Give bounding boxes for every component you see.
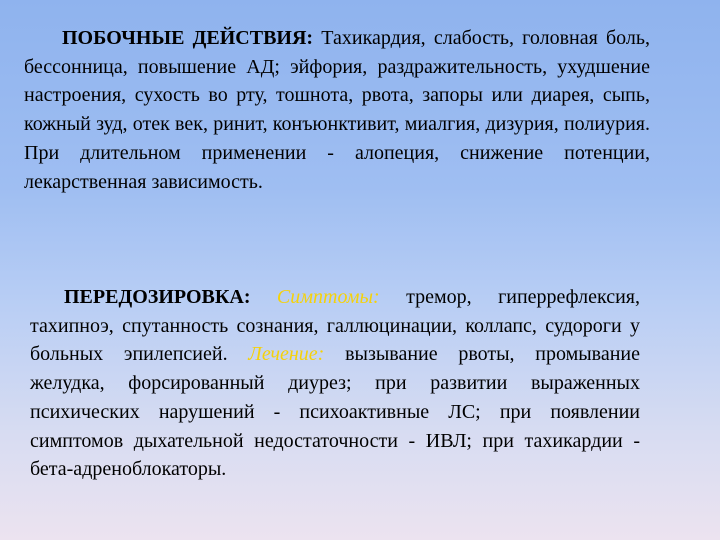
side-effects-heading: ПОБОЧНЫЕ ДЕЙСТВИЯ:	[62, 27, 314, 49]
treatment-label: Лечение:	[248, 343, 325, 366]
side-effects-text: Тахикардия, слабость, головная боль, бессонница, повышение АД; эйфория, раздражительность, ухудшение настроения, сухость во рту, тошнота, рвота, запоры или диарея, сыпь, кожный зуд, отек век, ринит, конъюнктивит, миалгия, дизурия, полиурия. При длительном применении - алопеция, снижение потенции, лекарственная зависимость.	[24, 27, 650, 193]
side-effects-paragraph	[24, 24, 650, 196]
treatment-text: вызывание рвоты, промывание желудка, форсированный диурез; при развитии выраженных психических нарушений - психоактивные ЛС; при появлении симптомов дыхательной недостаточности - ИВЛ; при тахикардии - бета-адреноблокаторы.	[30, 343, 641, 481]
overdose-paragraph	[30, 283, 640, 484]
symptoms-text: тремор, гиперрефлексия, тахипноэ, спутанность сознания, галлюцинации, коллапс, судороги у больных эпилепсией.	[30, 286, 640, 366]
overdose-heading: ПЕРЕДОЗИРОВКА:	[64, 286, 251, 308]
symptoms-label: Симптомы:	[276, 286, 380, 308]
